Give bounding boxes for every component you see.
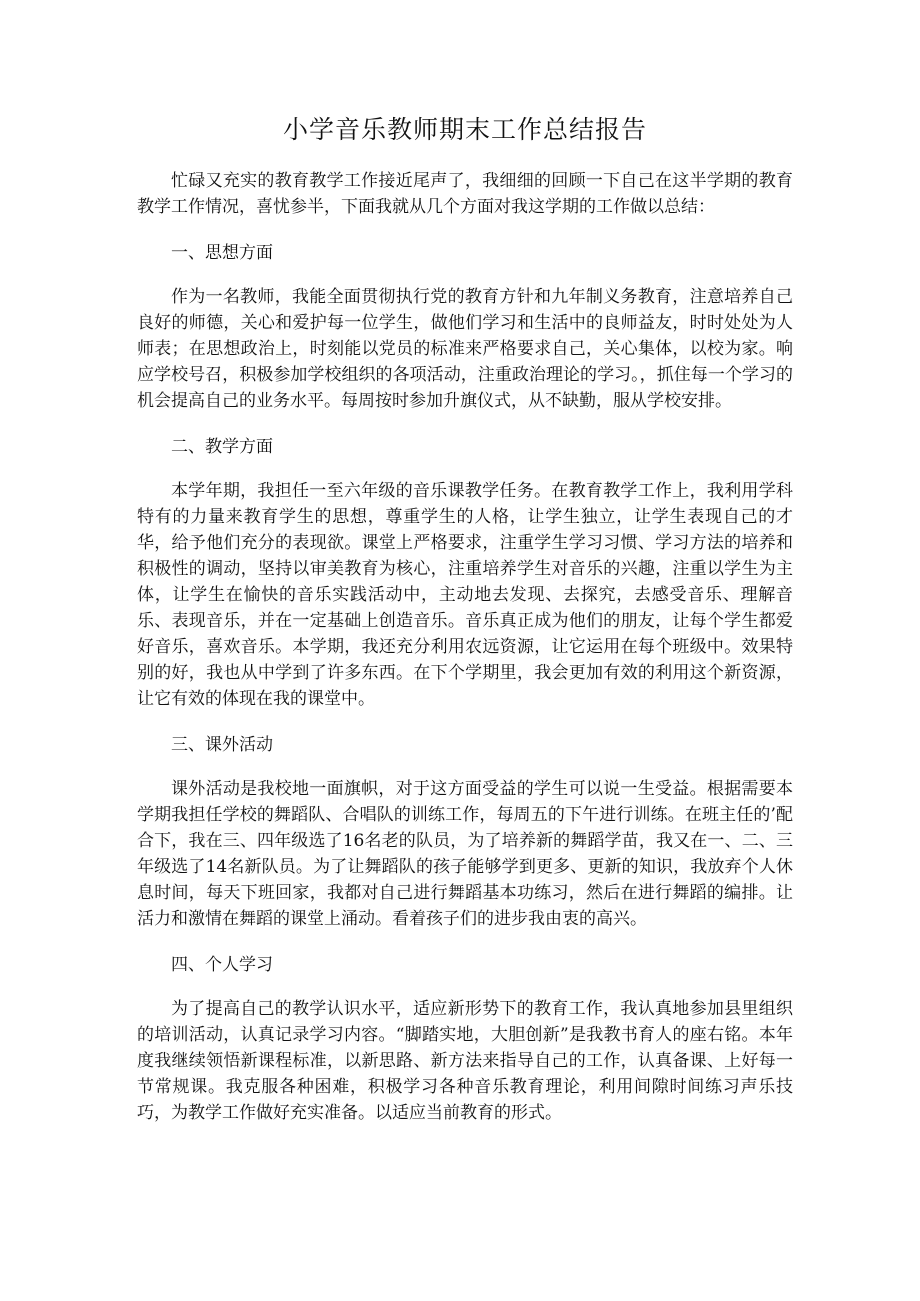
page-title: 小学音乐教师期末工作总结报告 <box>282 115 647 144</box>
section-heading-thought: 一、思想方面 <box>171 243 273 263</box>
section-heading-extracurricular: 三、课外活动 <box>171 735 273 755</box>
document-page <box>137 112 793 1126</box>
section-heading-personal-study: 四、个人学习 <box>171 955 273 975</box>
section-heading-teaching: 二、教学方面 <box>171 437 273 457</box>
section-body-thought: 作为一名教师，我能全面贯彻执行党的教育方针和九年制义务教育，注意培养自己良好的师德，关心和爱护每一位学生，做他们学习和生活中的良师益友，时时处处为人师表；在思想政治上，时刻能以党员的标准来严格要求自己，关心集体，以校为家。响应学校号召，积极参加学校组织的各项活动，注重政治理论的学习。，抓住每一个学习的机会提高自己的业务水平。每周按时参加升旗仪式，从不缺勤，服从学校安排。 <box>137 287 793 411</box>
section-body-extracurricular: 课外活动是我校地一面旗帜，对于这方面受益的学生可以说一生受益。根据需要本学期我担任学校的舞蹈队、合唱队的训练工作，每周五的下午进行训练。在班主任的’配合下，我在三、四年级选了16名老的队员，为了培养新的舞蹈学苗，我又在一、二、三年级选了14名新队员。为了让舞蹈队的孩子能够学到更多、更新的知识，我放弃个人休息时间，每天下班回家，我都对自己进行舞蹈基本功练习，然后在进行舞蹈的编排。让活力和激情在舞蹈的课堂上涌动。看着孩子们的进步我由衷的高兴。 <box>137 779 793 929</box>
intro-paragraph: 忙碌又充实的教育教学工作接近尾声了，我细细的回顾一下自己在这半学期的教育教学工作情况，喜忧参半，下面我就从几个方面对我这学期的工作做以总结： <box>137 171 793 217</box>
section-body-teaching: 本学年期，我担任一至六年级的音乐课教学任务。在教育教学工作上，我利用学科特有的力量来教育学生的思想，尊重学生的人格，让学生独立，让学生表现自己的才华，给予他们充分的表现欲。课堂上严格要求，注重学生学习习惯、学习方法的培养和积极性的调动，坚持以审美教育为核心，注重培养学生对音乐的兴趣，注重以学生为主体，让学生在愉快的音乐实践活动中，主动地去发现、去探究，去感受音乐、理解音乐、表现音乐，并在一定基础上创造音乐。音乐真正成为他们的朋友，让每个学生都爱好音乐，喜欢音乐。本学期，我还充分利用农远资源，让它运用在每个班级中。效果特别的好，我也从中学到了许多东西。在下个学期里，我会更加有效的利用这个新资源，让它有效的体现在我的课堂中。 <box>137 481 793 709</box>
section-body-personal-study: 为了提高自己的教学认识水平，适应新形势下的教育工作，我认真地参加县里组织的培训活动，认真记录学习内容。“脚踏实地，大胆创新”是我教书育人的座右铭。本年度我继续领悟新课程标准，以新思路、新方法来指导自己的工作，认真备课、上好每一节常规课。我克服各种困难，积极学习各种音乐教育理论，利用间隙时间练习声乐技巧，为教学工作做好充实准备。以适应当前教育的形式。 <box>137 999 793 1123</box>
